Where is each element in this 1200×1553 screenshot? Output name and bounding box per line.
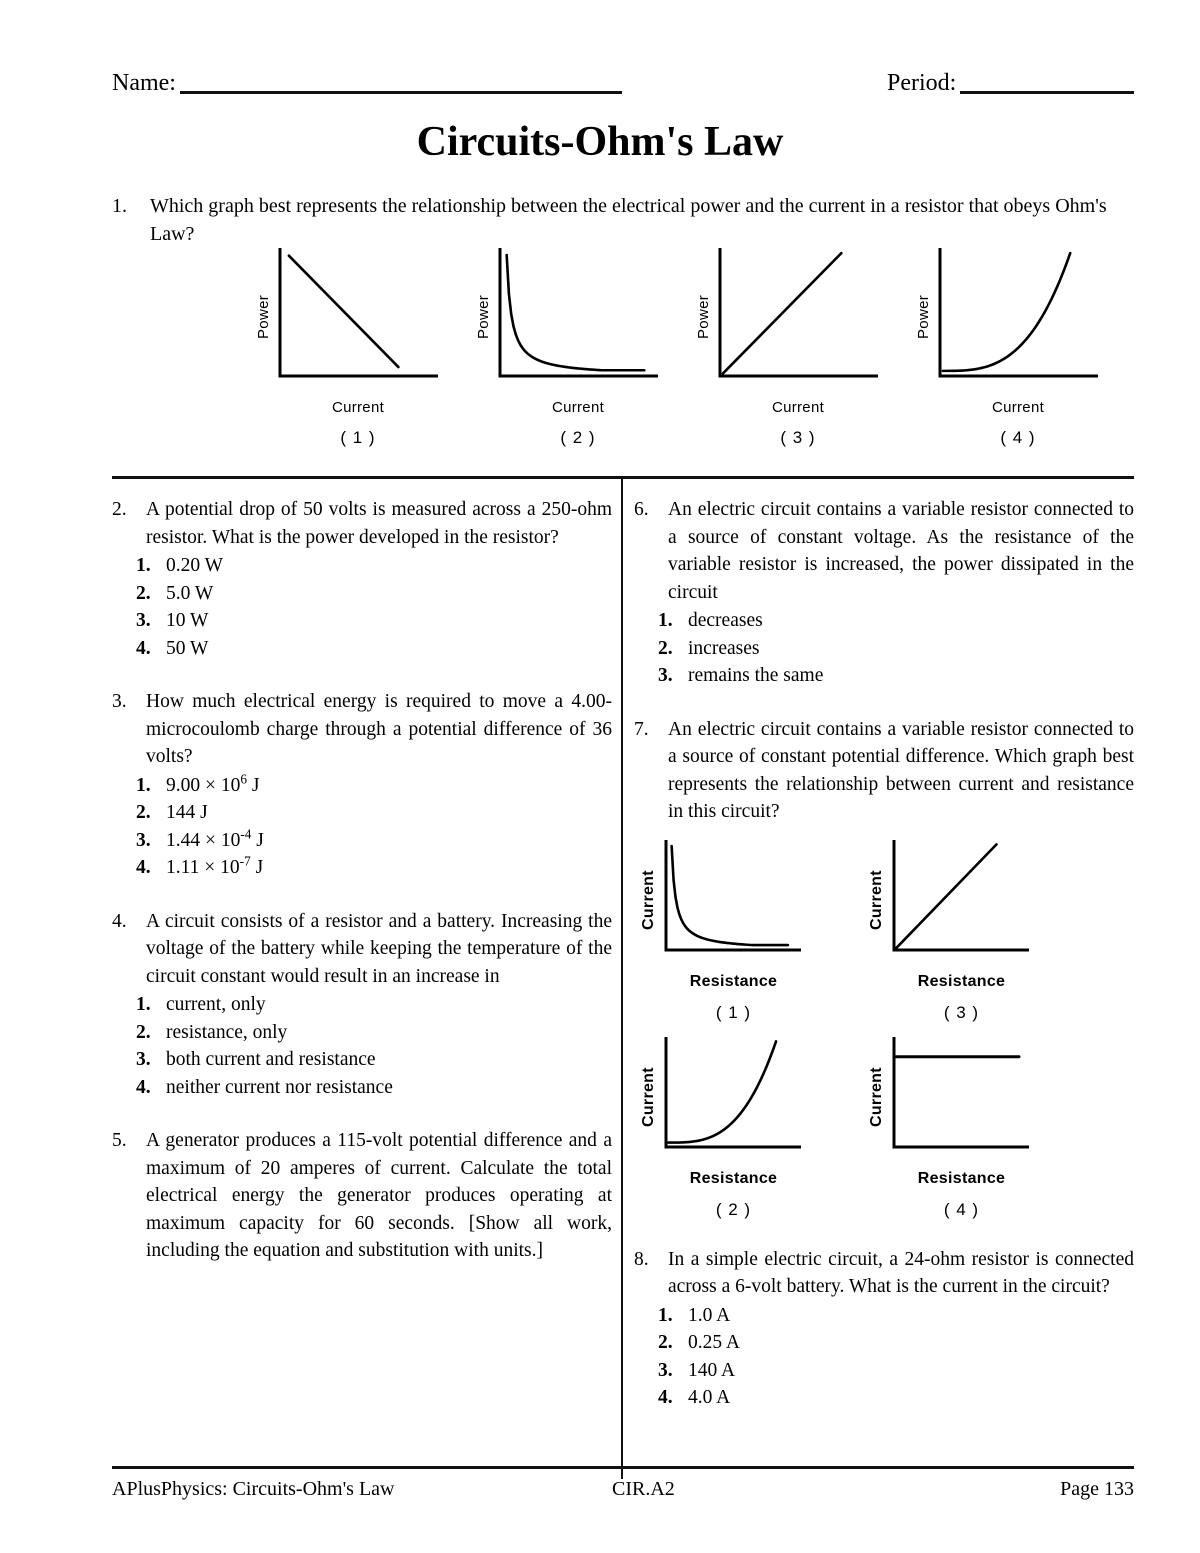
answer-choice-number: 1. [136, 555, 151, 576]
question-8 [634, 1246, 1134, 1412]
footer-title: APlusPhysics: Circuits-Ohm's Law [112, 1478, 395, 1500]
answer-choice[interactable] [658, 1329, 1134, 1357]
answer-choice[interactable] [658, 1384, 1134, 1412]
question-7 [634, 716, 1134, 1220]
answer-choice[interactable] [136, 1019, 612, 1047]
answer-choice[interactable] [136, 552, 612, 580]
answer-choice[interactable] [136, 1074, 612, 1102]
answer-choice-number: 4. [136, 1076, 151, 1098]
graph-plot [640, 1037, 803, 1168]
question-6 [634, 496, 1134, 690]
graph-curve [672, 846, 788, 945]
graph-canvas [888, 840, 1031, 971]
right-question-column [634, 496, 1134, 1438]
answer-choice-number: 2. [136, 802, 151, 823]
answer-choice[interactable] [658, 662, 1134, 690]
graph-curve [507, 255, 645, 370]
answer-choice-number: 3. [658, 665, 673, 686]
exponent: -7 [239, 853, 251, 869]
graph-x-axis-label: Resistance [917, 1169, 1006, 1187]
answer-choice[interactable] [136, 827, 612, 855]
column-divider-rule [621, 479, 623, 1479]
answer-choice-text: remains the same [688, 665, 824, 686]
question-number: 2. [112, 499, 127, 520]
graph-curve [897, 844, 997, 947]
graph-plot [868, 1037, 1031, 1168]
answer-choice[interactable] [658, 1302, 1134, 1330]
answer-choice[interactable] [136, 854, 612, 882]
answer-choice-text: 140 A [688, 1359, 736, 1381]
answer-choice[interactable] [136, 1046, 612, 1074]
answer-choice-number: 2. [658, 1332, 673, 1353]
graph-canvas [934, 248, 1100, 397]
graph-choice[interactable] [868, 1037, 1096, 1220]
answer-choice-number: 2. [658, 637, 673, 659]
period-label: Period: [887, 70, 957, 96]
graph-choice[interactable] [475, 248, 695, 448]
question-3 [112, 688, 612, 882]
graph-svg [888, 840, 1031, 966]
graph-x-axis-label: Current [771, 399, 825, 416]
graph-plot [915, 248, 1100, 397]
answer-choice-text: $1.11 \times 10^{-7}$ J [166, 853, 264, 878]
graph-curve [289, 256, 399, 367]
answer-choice[interactable] [658, 1357, 1134, 1385]
answer-choice-text: decreases [688, 610, 763, 631]
bottom-divider-rule [112, 1466, 1134, 1469]
exponent: -4 [240, 826, 252, 841]
footer-code: CIR.A2 [612, 1478, 675, 1500]
graph-y-axis-label: Current [640, 869, 657, 930]
question-text: A potential drop of 50 volts is measured across a 250-ohm resistor. What is the power developed in the resistor? [146, 499, 612, 548]
graph-curve [669, 1041, 777, 1142]
question-number: 8. [634, 1248, 649, 1270]
graph-axes [894, 840, 1029, 950]
graph-axes [500, 248, 658, 376]
graph-y-axis-label: Power [255, 294, 272, 340]
answer-choice-number: 3. [658, 1359, 673, 1381]
graph-option-label: ( 1 ) [715, 1002, 752, 1022]
answer-choice-text: 0.25 A [688, 1332, 741, 1353]
question-1 [112, 192, 1122, 248]
graph-y-axis-label: Current [868, 1066, 885, 1127]
question-5 [112, 1127, 612, 1265]
answer-choice[interactable] [136, 772, 612, 800]
left-question-column [112, 496, 612, 1291]
answer-choice-list [112, 772, 612, 882]
graph-x-axis-label: Resistance [917, 972, 1006, 990]
answer-choice-number: 4. [136, 637, 151, 659]
graph-axes [940, 248, 1098, 376]
answer-choice[interactable] [136, 799, 612, 827]
graph-choice[interactable] [640, 1037, 868, 1220]
graph-x-axis-label: Resistance [689, 1169, 778, 1187]
graph-choice[interactable] [695, 248, 915, 448]
answer-choice-text: both current and resistance [166, 1049, 376, 1070]
question-number: 3. [112, 691, 127, 712]
graph-canvas [660, 1037, 803, 1168]
graph-choice[interactable] [915, 248, 1135, 448]
answer-choice-number: 2. [136, 582, 151, 604]
question-number: 5. [112, 1130, 127, 1151]
graph-plot [868, 840, 1031, 971]
graph-option-label: ( 4 ) [1000, 428, 1036, 447]
period-field-group [887, 70, 1134, 98]
answer-choice-text: current, only [166, 994, 266, 1015]
answer-choice[interactable] [136, 607, 612, 635]
graph-canvas [274, 248, 440, 397]
graph-axes [666, 840, 801, 950]
exponent: 6 [240, 771, 247, 786]
graph-option-label: ( 4 ) [943, 1199, 980, 1219]
graph-plot [640, 840, 803, 971]
question-1-graph-choices [255, 248, 1135, 448]
answer-choice-text: 10 W [166, 610, 209, 631]
graph-svg [660, 840, 803, 966]
answer-choice-number: 4. [136, 857, 151, 878]
name-field-group [112, 70, 622, 98]
answer-choice-number: 1. [658, 1304, 673, 1326]
top-divider-rule [112, 476, 1134, 479]
question-text: How much electrical energy is required to move a 4.00-microcoulomb charge through a potential difference of 36 volts? [146, 691, 612, 767]
answer-choice-list [112, 552, 612, 662]
answer-choice-text: $1.44 \times 10^{-4}$ J [166, 826, 264, 851]
answer-choice-number: 2. [136, 1021, 151, 1043]
answer-choice-text: 1.0 A [688, 1304, 731, 1326]
graph-axes [894, 1037, 1029, 1147]
graph-plot [695, 248, 880, 397]
answer-choice-text: neither current nor resistance [166, 1076, 393, 1098]
graph-y-axis-label: Power [915, 294, 932, 340]
graph-choice[interactable] [255, 248, 475, 448]
answer-choice-text: resistance, only [166, 1021, 288, 1043]
question-number: 7. [634, 718, 649, 740]
graph-canvas [888, 1037, 1031, 1168]
question-text: A circuit consists of a resistor and a battery. Increasing the voltage of the battery while keeping the temperature of the circuit constant would result in an increase in [146, 910, 612, 987]
graph-option-label: ( 3 ) [943, 1002, 980, 1022]
answer-choice-number: 4. [658, 1387, 673, 1408]
graph-canvas [494, 248, 660, 397]
graph-svg [494, 248, 660, 392]
answer-choice-number: 1. [136, 994, 151, 1015]
question-1-number: 1. [112, 195, 127, 217]
graph-svg [660, 1037, 803, 1163]
page-footer [112, 1476, 1134, 1502]
answer-choice[interactable] [658, 607, 1134, 635]
question-text: An electric circuit contains a variable resistor connected to a source of constant voltage. As the resistance of the variable resistor is increased, the power dissipated in the circuit [668, 499, 1134, 603]
answer-choice-text: 4.0 A [688, 1387, 731, 1408]
graph-choice[interactable] [640, 840, 868, 1023]
question-graph-choices [640, 840, 1134, 1220]
name-blank-line[interactable] [180, 91, 622, 94]
graph-y-axis-label: Power [695, 294, 712, 340]
answer-choice-text: 0.20 W [166, 555, 224, 576]
graph-x-axis-label: Current [331, 399, 385, 416]
graph-y-axis-label: Power [475, 294, 492, 340]
answer-choice-text: increases [688, 637, 760, 659]
graph-curve [943, 253, 1070, 371]
answer-choice-number: 3. [136, 1049, 151, 1070]
answer-choice-text: 50 W [166, 637, 209, 659]
graph-axes [720, 248, 878, 376]
graph-svg [274, 248, 440, 392]
graph-y-axis-label: Current [868, 869, 885, 930]
graph-axes [666, 1037, 801, 1147]
answer-choice-number: 3. [136, 829, 151, 851]
answer-choice-number: 1. [136, 774, 151, 796]
page-title: Circuits-Ohm's Law [416, 119, 784, 165]
question-1-text: Which graph best represents the relationship between the electrical power and the current in a resistor that obeys Ohm's Law? [150, 195, 1107, 245]
graph-plot [475, 248, 660, 397]
graph-svg [934, 248, 1100, 392]
answer-choice[interactable] [136, 580, 612, 608]
question-number: 6. [634, 499, 649, 520]
question-2 [112, 496, 612, 662]
answer-choice-text: $9.00 \times 10^6$ J [166, 771, 260, 796]
footer-page-number: Page 133 [1060, 1478, 1134, 1500]
graph-option-label: ( 2 ) [715, 1199, 752, 1219]
graph-curve [723, 253, 841, 373]
graph-axes [280, 248, 438, 376]
graph-x-axis-label: Current [551, 399, 605, 416]
period-blank-line[interactable] [960, 91, 1134, 94]
answer-choice-number: 3. [136, 610, 151, 631]
graph-canvas [714, 248, 880, 397]
graph-x-axis-label: Current [991, 399, 1045, 416]
answer-choice-list [634, 1302, 1134, 1412]
question-4 [112, 908, 612, 1102]
name-label: Name: [112, 70, 176, 96]
graph-option-label: ( 1 ) [340, 428, 376, 447]
answer-choice-number: 1. [658, 610, 673, 631]
question-text: A generator produces a 115-volt potential difference and a maximum of 20 amperes of current. Calculate the total electrical energy the generator produces operating at maximum capacity for 60 seconds. [Show all work, including the equation and substitution with units.] [146, 1130, 612, 1261]
graph-canvas [660, 840, 803, 971]
graph-option-label: ( 2 ) [560, 428, 596, 447]
answer-choice-text: 144 J [166, 802, 208, 823]
graph-svg [714, 248, 880, 392]
answer-choice-text: 5.0 W [166, 582, 214, 604]
graph-choice[interactable] [868, 840, 1096, 1023]
question-text: In a simple electric circuit, a 24-ohm resistor is connected across a 6-volt battery. What is the current in the circuit? [668, 1248, 1134, 1297]
answer-choice-list [634, 607, 1134, 690]
question-number: 4. [112, 910, 127, 932]
worksheet-header [112, 58, 1134, 98]
graph-x-axis-label: Resistance [689, 972, 778, 990]
graph-y-axis-label: Current [640, 1066, 657, 1127]
answer-choice[interactable] [136, 635, 612, 663]
question-text: An electric circuit contains a variable resistor connected to a source of constant potential difference. Which graph best represents the relationship between current and resistance in this circuit? [668, 718, 1134, 822]
graph-plot [255, 248, 440, 397]
graph-option-label: ( 3 ) [780, 428, 816, 447]
answer-choice-list [112, 991, 612, 1101]
graph-svg [888, 1037, 1031, 1163]
answer-choice[interactable] [136, 991, 612, 1019]
answer-choice[interactable] [658, 635, 1134, 663]
